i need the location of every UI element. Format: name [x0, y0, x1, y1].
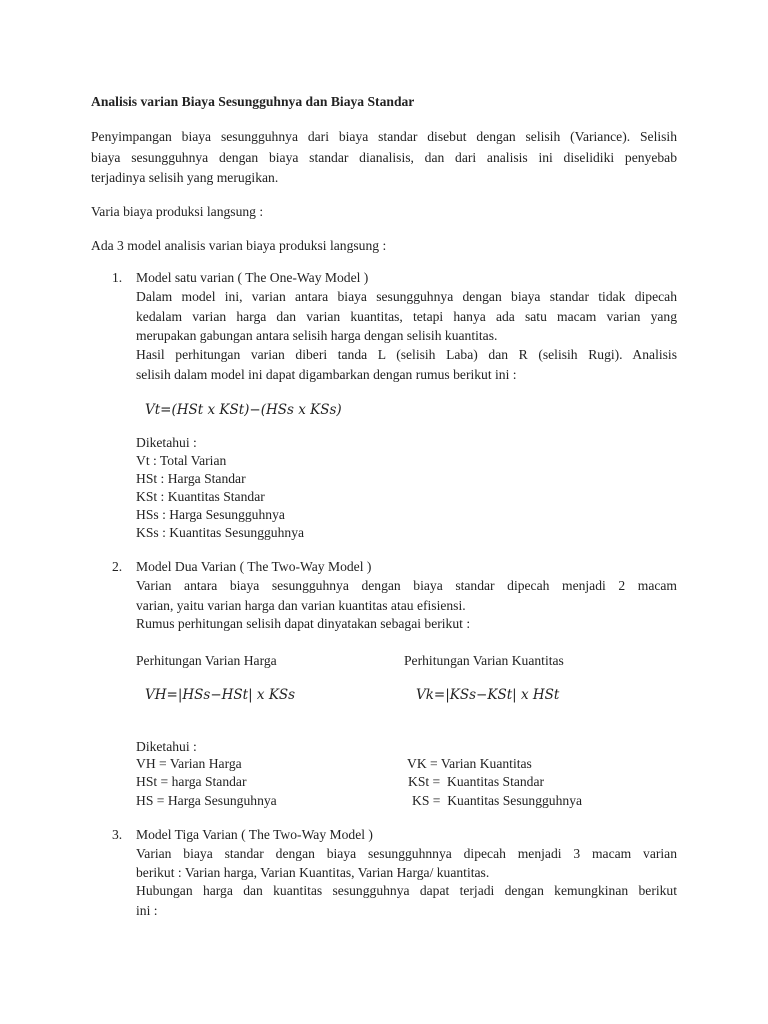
- col-left-label: Perhitungan Varian Harga: [136, 653, 277, 668]
- list-heading: Model Dua Varian ( The Two-Way Model ): [136, 559, 372, 574]
- diketahui-label: Diketahui :: [136, 739, 197, 754]
- list-body-line: Dalam model ini, varian antara biaya sesungguhnya dengan biaya standar tidak dipecah: [136, 289, 677, 304]
- list-body-line: kedalam varian harga dan varian kuantitas, tetapi hanya ada satu macam varian yang: [136, 309, 677, 324]
- diketahui-right-line: KSt = Kuantitas Standar: [408, 774, 545, 789]
- list-body-line: varian, yaitu varian harga dan varian kuantitas atau efisiensi.: [136, 598, 466, 613]
- formula-varian-kuantitas: Vk=|KSs−KSt| x HSt: [416, 687, 560, 703]
- ada-line: Ada 3 model analisis varian biaya produksi langsung :: [91, 238, 387, 253]
- list-body-line: merupakan gabungan antara selisih harga dengan selisih kuantitas.: [136, 328, 498, 343]
- list-body-line: berikut : Varian harga, Varian Kuantitas, Varian Harga/ kuantitas.: [136, 865, 490, 880]
- intro-line: Penyimpangan biaya sesungguhnya dari biaya standar disebut dengan selisih (Variance). Selisih: [91, 129, 677, 144]
- list-heading: Model satu varian ( The One-Way Model ): [136, 270, 369, 285]
- diketahui-left-line: HSt = harga Standar: [136, 774, 247, 789]
- diketahui-line: Vt : Total Varian: [136, 453, 227, 468]
- diketahui-left-line: HS = Harga Sesunguhnya: [136, 793, 277, 808]
- diketahui-line: Diketahui :: [136, 435, 197, 450]
- list-body-line: Varian antara biaya sesungguhnya dengan biaya standar dipecah menjadi 2 macam: [136, 578, 677, 593]
- list-number: 1.: [112, 270, 123, 285]
- intro-line: terjadinya selisih yang merugikan.: [91, 170, 279, 185]
- list-number: 3.: [112, 827, 123, 842]
- diketahui-left-line: VH = Varian Harga: [136, 756, 242, 771]
- col-right-label: Perhitungan Varian Kuantitas: [404, 653, 564, 668]
- varia-line: Varia biaya produksi langsung :: [91, 204, 264, 219]
- list-body-line: Rumus perhitungan selisih dapat dinyatakan sebagai berikut :: [136, 616, 471, 631]
- list-body-line: Hasil perhitungan varian diberi tanda L (selisih Laba) dan R (selisih Rugi). Analisis: [136, 347, 677, 362]
- list-number: 2.: [112, 559, 123, 574]
- list-body-line: Hubungan harga dan kuantitas sesungguhnya dapat terjadi dengan kemungkinan berikut: [136, 883, 677, 898]
- diketahui-right-line: KS = Kuantitas Sesungguhnya: [412, 793, 583, 808]
- formula-varian-harga: VH=|HSs−HSt| x KSs: [145, 687, 296, 703]
- diketahui-line: HSs : Harga Sesungguhnya: [136, 507, 285, 522]
- diketahui-line: HSt : Harga Standar: [136, 471, 246, 486]
- diketahui-line: KSs : Kuantitas Sesungguhnya: [136, 525, 305, 540]
- diketahui-line: KSt : Kuantitas Standar: [136, 489, 265, 504]
- list-body-line: selisih dalam model ini dapat digambarkan dengan rumus berikut ini :: [136, 367, 517, 382]
- intro-line: biaya sesungguhnya dengan biaya standar dianalisis, dan dari analisis ini diselidiki penyebab: [91, 150, 677, 165]
- list-body-line: Varian biaya standar dengan biaya sesungguhnnya dipecah menjadi 3 macam varian: [136, 846, 677, 861]
- list-heading: Model Tiga Varian ( The Two-Way Model ): [136, 827, 373, 842]
- diketahui-right-line: VK = Varian Kuantitas: [407, 756, 532, 771]
- formula-total-varian: Vt=(HSt x KSt)−(HSs x KSs): [145, 402, 342, 418]
- list-body-line: ini :: [136, 903, 158, 918]
- document-title: Analisis varian Biaya Sesungguhnya dan Biaya Standar: [91, 94, 415, 109]
